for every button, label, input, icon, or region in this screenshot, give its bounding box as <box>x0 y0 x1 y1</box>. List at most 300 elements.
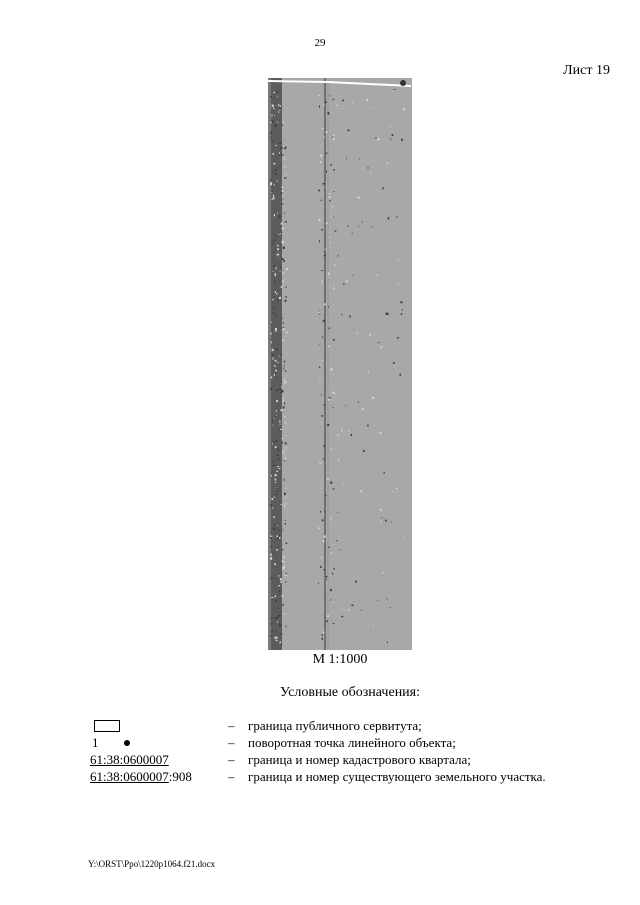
map-speckle <box>275 370 277 372</box>
map-speckle <box>382 572 383 573</box>
map-speckle <box>280 424 281 425</box>
map-speckle <box>396 488 397 490</box>
map-speckle <box>280 147 282 149</box>
map-speckle <box>275 474 277 476</box>
map-speckle <box>320 511 321 513</box>
map-speckle <box>282 227 284 229</box>
legend <box>88 718 618 786</box>
map-speckle <box>279 266 281 267</box>
map-speckle <box>321 487 322 489</box>
map-speckle <box>279 624 280 626</box>
map-speckle <box>278 234 279 235</box>
map-speckle <box>322 638 323 640</box>
map-speckle <box>330 448 331 450</box>
map-speckle <box>275 315 277 316</box>
map-speckle <box>270 536 272 537</box>
map-speckle <box>276 494 278 495</box>
map-speckle <box>340 259 341 260</box>
map-speckle <box>328 399 330 401</box>
map-speckle <box>323 459 325 460</box>
map-speckle <box>272 304 273 305</box>
map-speckle <box>283 604 284 606</box>
map-speckle <box>328 547 330 548</box>
map-speckle <box>285 221 287 222</box>
map-speckle <box>323 514 324 515</box>
map-speckle <box>387 162 388 164</box>
map-speckle <box>276 293 277 295</box>
map-corner-mark <box>400 80 406 86</box>
map-speckle <box>402 309 403 310</box>
map-speckle <box>326 576 327 578</box>
map-speckle <box>277 525 278 526</box>
map-speckle <box>271 618 272 619</box>
map-speckle <box>328 273 330 275</box>
map-speckle <box>327 478 329 480</box>
map-speckle <box>375 138 376 139</box>
map-speckle <box>328 277 329 278</box>
map-speckle <box>326 224 327 225</box>
map-speckle <box>277 548 279 549</box>
map-speckle <box>276 549 278 551</box>
map-speckle <box>284 402 285 404</box>
map-speckle <box>283 398 284 400</box>
map-speckle <box>270 333 272 335</box>
map-speckle <box>329 196 331 198</box>
map-speckle <box>273 359 274 360</box>
map-speckle <box>272 116 274 117</box>
map-speckle <box>384 472 385 474</box>
map-speckle <box>319 310 320 311</box>
map-speckle <box>278 344 279 346</box>
map-speckle <box>321 360 322 361</box>
legend-description: поворотная точка линейного объекта; <box>248 735 456 750</box>
map-speckle <box>285 166 287 167</box>
map-speckle <box>327 583 328 584</box>
map-speckle <box>331 552 332 554</box>
map-speckle <box>323 104 324 105</box>
map-speckle <box>377 138 379 140</box>
map-speckle <box>381 517 382 518</box>
map-speckle <box>324 404 326 405</box>
map-speckle <box>378 342 380 343</box>
map-speckle <box>277 415 278 416</box>
map-speckle <box>281 643 282 645</box>
map-speckle <box>319 366 320 368</box>
map-speckle <box>340 549 341 550</box>
map-speckle <box>282 452 283 454</box>
map-speckle <box>283 367 284 369</box>
map-speckle <box>319 344 320 345</box>
map-speckle <box>333 287 334 289</box>
map-speckle <box>357 250 358 251</box>
map-speckle <box>276 360 277 362</box>
map-speckle <box>284 493 286 495</box>
map-speckle <box>324 252 325 253</box>
map-speckle <box>325 249 326 250</box>
map-speckle <box>321 229 322 231</box>
map-speckle <box>282 272 283 274</box>
map-speckle <box>386 599 388 600</box>
map-speckle <box>321 281 323 283</box>
legend-symbol <box>88 769 228 786</box>
map-speckle <box>319 95 320 97</box>
map-speckle <box>284 158 285 160</box>
map-speckle <box>271 635 272 636</box>
map-speckle <box>279 429 280 430</box>
map-speckle <box>273 185 275 186</box>
map-speckle <box>270 96 272 98</box>
map-speckle <box>278 111 279 113</box>
map-speckle <box>272 349 274 351</box>
map-speckle <box>284 460 285 462</box>
map-speckle <box>277 91 278 93</box>
map-speckle <box>272 508 273 509</box>
map-speckle <box>280 641 281 643</box>
map-speckle <box>367 425 369 427</box>
map-image <box>268 78 412 650</box>
map-speckle <box>284 417 285 418</box>
map-speckle <box>284 361 285 363</box>
legend-symbol <box>88 718 228 735</box>
map-speckle <box>387 642 388 643</box>
cadastral-quarter-number: 61:38:0600007 <box>90 752 169 767</box>
map-speckle <box>276 617 278 619</box>
map-speckle <box>285 146 286 148</box>
map-speckle <box>326 579 327 580</box>
map-speckle <box>342 485 344 486</box>
map-speckle <box>284 416 285 417</box>
map-speckle <box>281 381 282 382</box>
map-speckle <box>325 303 326 305</box>
map-speckle <box>353 102 354 104</box>
map-speckle <box>401 139 403 141</box>
map-speckle <box>328 238 329 239</box>
map-speckle <box>390 126 391 127</box>
map-speckle <box>273 307 275 309</box>
map-speckle <box>328 112 330 114</box>
map-speckle <box>280 429 282 430</box>
land-plot-number <box>90 769 192 785</box>
map-speckle <box>280 152 281 153</box>
map-speckle <box>377 600 378 601</box>
map-speckle <box>275 174 277 175</box>
rectangle-outline-icon <box>94 720 120 732</box>
map-speckle <box>278 254 279 256</box>
legend-dash: – <box>228 752 235 767</box>
legend-item-servitude <box>88 718 618 735</box>
map-speckle <box>284 613 285 615</box>
map-speckle <box>270 537 272 539</box>
map-speckle <box>333 99 334 101</box>
map-speckle <box>271 137 272 139</box>
map-speckle <box>351 434 352 436</box>
map-speckle <box>278 535 280 536</box>
map-speckle <box>273 516 275 518</box>
map-speckle <box>275 479 277 481</box>
map-speckle <box>330 482 332 484</box>
map-speckle <box>324 305 325 306</box>
map-speckle <box>273 197 275 199</box>
map-speckle <box>275 631 276 632</box>
map-speckle <box>274 214 275 216</box>
map-scale: М 1:1000 <box>312 652 368 667</box>
map-speckle <box>286 626 287 628</box>
map-speckle <box>270 388 272 390</box>
map-speckle <box>282 154 284 155</box>
map-speckle <box>338 255 339 257</box>
map-speckle <box>278 607 279 608</box>
map-speckle <box>273 312 275 313</box>
map-speckle <box>274 563 276 565</box>
map-speckle <box>351 605 353 606</box>
map-speckle <box>283 461 284 462</box>
map-speckle <box>285 447 287 448</box>
map-speckle <box>326 186 327 188</box>
map-speckle <box>273 108 275 109</box>
map-speckle <box>358 401 359 403</box>
map-speckle <box>277 213 278 214</box>
map-speckle <box>273 92 275 93</box>
map-speckle <box>348 226 349 227</box>
map-speckle <box>341 429 342 431</box>
map-speckle <box>320 161 322 163</box>
legend-description: граница публичного сервитута; <box>248 718 422 733</box>
map-speckle <box>385 520 387 522</box>
map-speckle <box>279 590 281 592</box>
map-speckle <box>283 247 285 249</box>
map-speckle <box>366 99 368 101</box>
map-speckle <box>275 372 276 373</box>
map-speckle <box>284 201 285 202</box>
map-speckle <box>278 488 280 489</box>
map-left-edge <box>268 78 271 650</box>
map-speckle <box>338 434 339 436</box>
map-speckle <box>273 163 275 165</box>
map-speckle <box>275 446 277 448</box>
map-speckle <box>271 546 272 548</box>
map-speckle <box>282 203 284 204</box>
map-speckle <box>282 391 284 392</box>
map-speckle <box>277 96 278 97</box>
map-speckle <box>318 528 320 529</box>
map-speckle <box>271 578 273 579</box>
legend-symbol <box>88 752 228 769</box>
map-speckle <box>274 442 275 444</box>
map-speckle <box>276 349 278 351</box>
map-speckle <box>320 365 321 366</box>
map-speckle <box>329 96 330 97</box>
map-speckle <box>333 138 335 140</box>
map-speckle <box>329 397 331 398</box>
map-speckle <box>343 283 344 284</box>
map-speckle <box>286 435 287 436</box>
map-speckle <box>276 267 277 269</box>
map-speckle <box>282 442 283 444</box>
map-speckle <box>285 573 287 574</box>
map-speckle <box>334 568 335 570</box>
map-speckle <box>281 223 283 225</box>
map-speckle <box>397 216 398 218</box>
legend-title: Условные обозначения: <box>279 685 421 700</box>
map-speckle <box>285 503 286 504</box>
map-speckle <box>330 589 332 591</box>
map-speckle <box>335 230 337 231</box>
legend-item-land-plot <box>88 769 618 786</box>
map-speckle <box>326 131 328 133</box>
map-speckle <box>333 488 335 489</box>
map-speckle <box>272 498 274 500</box>
map-speckle <box>275 595 277 597</box>
map-speckle <box>277 449 279 450</box>
map-speckle <box>371 226 372 227</box>
map-speckle <box>330 232 331 233</box>
map-speckle <box>275 145 276 146</box>
map-speckle <box>271 353 272 354</box>
map-speckle <box>278 217 279 219</box>
map-speckle <box>280 633 282 634</box>
map-speckle <box>337 512 338 513</box>
page-number: 29 <box>314 37 326 49</box>
map-speckle <box>273 465 274 467</box>
map-speckle <box>369 334 370 336</box>
map-speckle <box>284 379 285 381</box>
map-speckle <box>283 529 284 530</box>
map-speckle <box>332 602 333 603</box>
map-speckle <box>362 408 364 410</box>
map-speckle <box>279 152 280 153</box>
map-speckle <box>274 524 275 526</box>
map-speckle <box>282 340 284 341</box>
map-speckle <box>397 259 399 260</box>
map-speckle <box>281 438 283 439</box>
map-speckle <box>273 528 275 530</box>
map-speckle <box>336 540 338 541</box>
map-speckle <box>271 341 272 343</box>
map-speckle <box>279 271 280 272</box>
map-speckle <box>388 217 389 219</box>
map-speckle <box>285 371 287 372</box>
map-speckle <box>274 296 275 298</box>
map-speckle <box>403 108 405 110</box>
map-speckle <box>280 165 281 167</box>
map-speckle <box>271 556 272 557</box>
map-speckle <box>341 616 343 618</box>
map-speckle <box>341 314 342 315</box>
map-speckle <box>276 283 277 285</box>
land-plot-quarter-part: 61:38:0600007 <box>90 769 169 784</box>
map-speckle <box>279 537 280 539</box>
map-speckle <box>279 297 281 299</box>
map-speckle <box>390 607 391 608</box>
map-speckle <box>284 457 285 459</box>
map-speckle <box>271 631 273 633</box>
map-speckle <box>276 410 277 412</box>
map-speckle <box>329 200 331 201</box>
map-speckle <box>332 206 333 207</box>
map-speckle <box>332 573 333 575</box>
map-speckle <box>361 609 362 610</box>
map-speckle <box>394 89 396 90</box>
map-speckle <box>270 179 271 181</box>
map-speckle <box>321 557 322 559</box>
map-speckle <box>282 595 284 597</box>
map-speckle <box>391 138 392 140</box>
map-speckle <box>327 424 329 426</box>
map-speckle <box>319 381 321 382</box>
map-speckle <box>323 569 325 570</box>
map-speckle <box>332 407 334 408</box>
map-speckle <box>274 235 276 236</box>
map-speckle <box>276 471 278 472</box>
map-speckle <box>352 233 353 234</box>
map-speckle <box>348 609 350 610</box>
map-speckle <box>285 442 287 444</box>
map-speckle <box>285 523 286 525</box>
map-speckle <box>282 241 284 243</box>
map-speckle <box>277 621 278 622</box>
map-speckle <box>318 312 320 313</box>
map-speckle <box>277 455 279 456</box>
map-speckle <box>277 362 279 363</box>
map-speckle <box>276 400 278 402</box>
map-speckle <box>347 280 348 282</box>
map-speckle <box>400 301 402 303</box>
map-speckle <box>282 195 283 197</box>
map-speckle <box>282 400 283 402</box>
map-speckle <box>283 206 284 207</box>
map-speckle <box>285 575 287 576</box>
map-speckle <box>320 155 322 157</box>
map-speckle <box>275 329 277 331</box>
map-speckle <box>270 505 272 507</box>
map-speckle <box>357 333 358 334</box>
map-speckle <box>272 507 273 508</box>
map-speckle <box>326 620 328 621</box>
map-speckle <box>277 466 279 467</box>
map-speckle <box>272 105 274 107</box>
map-speckle <box>330 164 331 166</box>
map-speckle <box>336 105 338 106</box>
map-speckle <box>275 600 276 602</box>
map-speckle <box>388 313 389 315</box>
legend-symbol <box>88 735 228 752</box>
map-speckle <box>272 243 273 245</box>
map-speckle <box>359 159 360 160</box>
map-speckle <box>324 445 325 447</box>
map-speckle <box>324 137 325 138</box>
map-speckle <box>277 300 278 302</box>
map-speckle <box>280 578 282 580</box>
map-speckle <box>280 392 281 393</box>
map-speckle <box>285 296 287 297</box>
map-speckle <box>283 557 285 559</box>
map-speckle <box>280 107 282 109</box>
map-speckle <box>285 497 287 498</box>
dot-icon <box>124 740 130 746</box>
map-speckle <box>285 582 286 584</box>
map-speckle <box>334 264 335 266</box>
map-speckle <box>348 129 350 131</box>
map-speckle <box>272 271 273 272</box>
map-speckle <box>282 285 284 286</box>
map-speckle <box>276 640 278 641</box>
map-speckle <box>328 328 330 329</box>
map-speckle <box>332 137 333 139</box>
map-speckle <box>272 472 273 473</box>
map-speckle <box>274 374 275 376</box>
map-speckle <box>273 153 274 155</box>
map-speckle <box>277 122 278 123</box>
